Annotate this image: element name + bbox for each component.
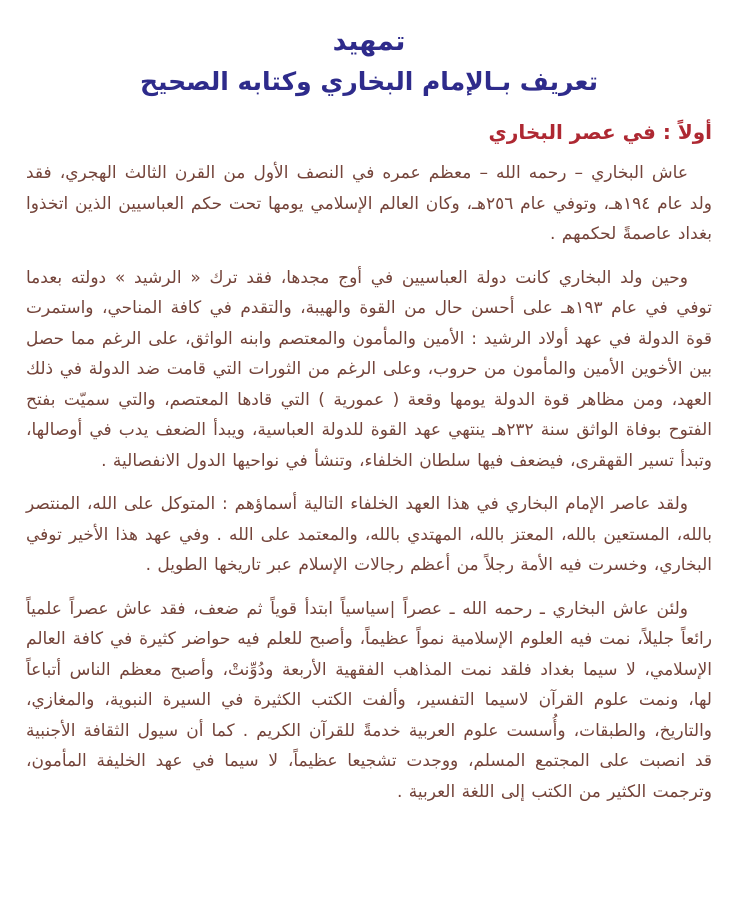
page-subtitle: تعريف بـالإمام البخاري وكتابه الصحيح bbox=[139, 67, 599, 96]
paragraph-3: ولقد عاصر الإمام البخاري في هذا العهد الخلفاء التالية أسماؤهم : المتوكل على الله، المنتصر بالله، المستعين بالله، المعتز بالله، المهتدي بالله، والمعتمد على الله . وفي عهد هذا الأخير توفي البخاري، وخسرت فيه الأمة رجلاً من أعظم رجالات الإسلام عبر تاريخها الطويل . bbox=[26, 494, 712, 575]
body-text bbox=[26, 158, 712, 807]
page-title: تمهيد bbox=[332, 26, 406, 57]
paragraph-2: وحين ولد البخاري كانت دولة العباسيين في أوج مجدها، فقد ترك « الرشيد » دولته بعدما توفي في عام ١٩٣هـ على أحسن حال من القوة والهيبة، والتقدم في كافة المناحي، واستمرت قوة الدولة في عهد أولاد الرشيد : الأمين والمأمون والمعتصم وابنه الواثق، على الرغم مما حصل بين الأخوين الأمين والمأمون من حروب، وعلى الرغم من الثورات التي قامت ضد الدولة في ذلك العهد، ومن مظاهر قوة الدولة يومها وقعة ( عمورية ) التي قادها المعتصم، والتي سميّت بفتح الفتوح بوفاة الواثق سنة ٢٣٢هـ ينتهي عهد القوة للدولة العباسية، ويبدأ الضعف يدب في أوصالها، وتبدأ تسير القهقرى، فيضعف فيها سلطان الخلفاء، وتنشأ في نواحيها الدول الانفصالية . bbox=[26, 267, 713, 471]
paragraph-1: عاش البخاري – رحمه الله – معظم عمره في النصف الأول من القرن الثالث الهجري، فقد ولد عام ١٩٤هـ، وتوفي عام ٢٥٦هـ، وكان العالم الإسلامي يومها تحت حكم العباسيين الذين اتخذوا بغداد عاصمةً لحكمهم . bbox=[26, 163, 713, 244]
paragraph-4: ولئن عاش البخاري ـ رحمه الله ـ عصراً |سياسياً ابتدأ قوياً ثم ضعف، فقد عاش عصراً علمياً رائعاً جليلاً، نمت فيه العلوم الإسلامية نمواً عظيماً، وأصبح للعلم فيه حواضر كثيرة في كافة العالم الإسلامي، لا سيما بغداد فلقد نمت المذاهب الفقهية الأربعة ودُوِّنتْ، وأصبح معظم الناس أتباعاً لها، ونمت علوم القرآن لاسيما التفسير، وألفت الكتب الكثيرة في السيرة النبوية، والمغازي، والتاريخ، والطبقات، وأُسست علوم العربية خدمةً للقرآن الكريم . كما أن سيول الثقافة الأجنبية قد انصبت على المجتمع المسلم، ووجدت تشجيعا عظيماً، لا سيما في عهد الخليفة المأمون، وترجمت الكثير من الكتب إلى اللغة العربية . bbox=[26, 598, 712, 802]
section-heading: أولاً : في عصر البخاري bbox=[488, 120, 712, 144]
